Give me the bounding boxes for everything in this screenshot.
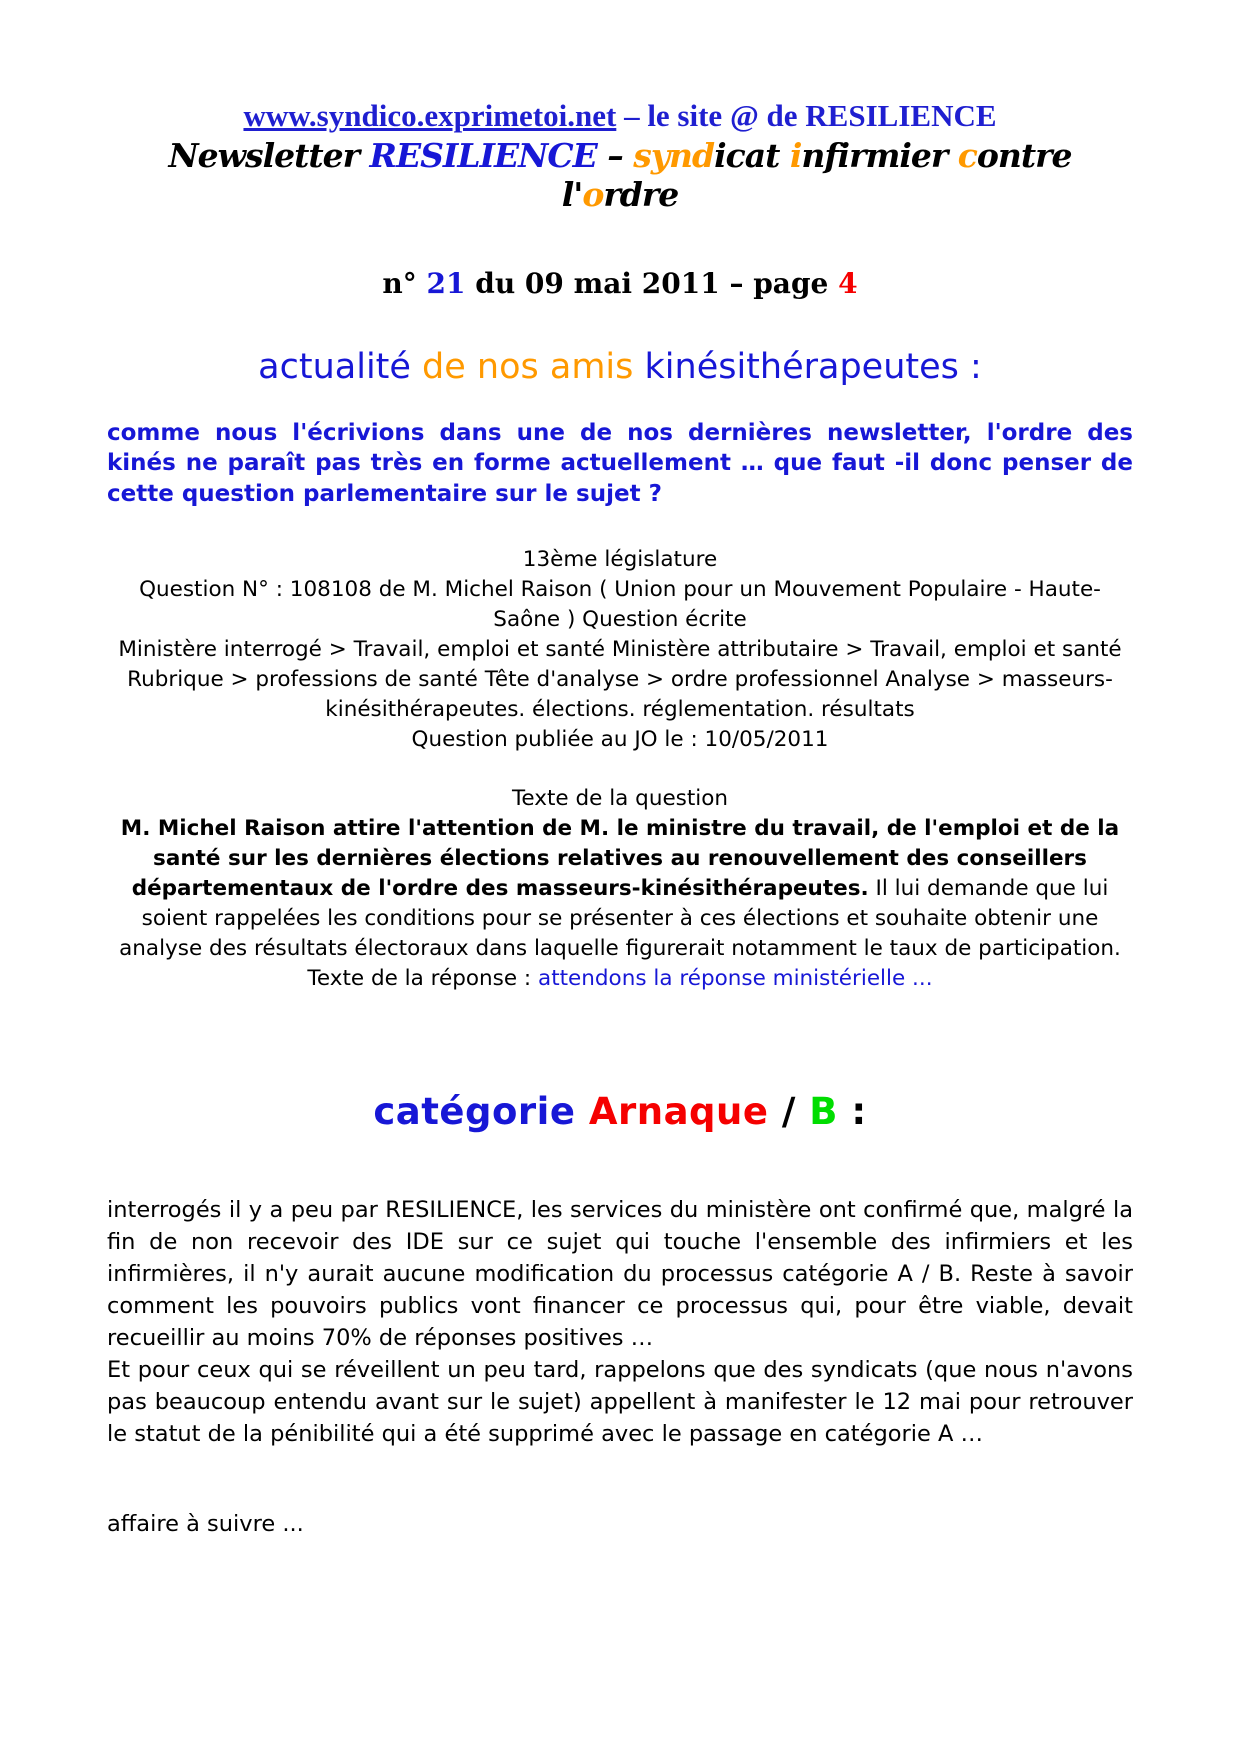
closing-line: affaire à suivre ... — [107, 1510, 304, 1537]
title-seg: synd — [633, 135, 715, 175]
header-site-line — [107, 98, 1133, 134]
site-link-suffix: – le site @ de RESILIENCE — [616, 98, 997, 133]
title-seg: i — [789, 135, 802, 175]
title-seg: c — [957, 135, 977, 175]
title-seg: o — [582, 175, 604, 215]
question-label: Texte de la question — [511, 785, 729, 811]
meta-line-question-number: Question N° : 108108 de M. Michel Raison ( Union pour un Mouvement Populaire - Haute-Saône ) Question écrite — [139, 577, 1101, 633]
title-seg: – — [596, 135, 634, 175]
issue-line — [107, 267, 1133, 300]
site-link[interactable]: www.syndico.exprimetoi.net — [243, 98, 617, 133]
heading-seg-b: B — [809, 1090, 838, 1134]
kine-section-heading — [107, 346, 1133, 388]
meta-line-publication: Question publiée au JO le : 10/05/2011 — [411, 727, 829, 753]
issue-page-number: 4 — [838, 266, 858, 300]
categorie-body — [107, 1195, 1133, 1540]
heading-seg: de nos amis — [422, 346, 645, 387]
heading-seg-arnaque: Arnaque — [588, 1090, 769, 1134]
question-bold-text: M. Michel Raison attire l'attention de M. le ministre du travail, de l'emploi et de la santé sur les dernières élections relatives au renouvellement des conseillers départementaux de l'ordre des masseurs-kinésithérapeutes. — [120, 815, 1120, 901]
heading-seg-categorie: catégorie — [373, 1090, 589, 1134]
heading-seg-colon: : — [837, 1090, 867, 1134]
title-seg: rdre — [603, 175, 679, 215]
newsletter-title — [107, 136, 1133, 215]
title-seg: ontre l' — [561, 135, 1072, 215]
title-seg: nfirmier — [801, 135, 958, 175]
heading-seg: kinésithérapeutes : — [644, 346, 982, 387]
response-label: Texte de la réponse : — [307, 966, 539, 992]
categorie-paragraph-1: interrogés il y a peu par RESILIENCE, les services du ministère ont confirmé que, malgré la fin de non recevoir des IDE sur ce sujet qui touche l'ensemble des infirmiers et les infirmières, il n'y aurait aucune modification du processus catégorie A / B. Reste à savoir comment les pouvoirs publics vont financer ce processus qui, pour être viable, devait recueillir au moins 70% de réponses positives … — [107, 1197, 1133, 1351]
meta-line-rubrique: Rubrique > professions de santé Tête d'analyse > ordre professionnel Analyse > masseurs-kinésithérapeutes. élections. réglementation. résultats — [127, 667, 1113, 723]
question-meta-block — [107, 545, 1133, 756]
heading-seg: actualité — [258, 346, 423, 387]
title-seg-resilience: RESILIENCE — [369, 135, 597, 175]
question-text-block — [107, 784, 1133, 995]
response-line — [107, 964, 1133, 994]
heading-seg-slash: / — [768, 1090, 810, 1134]
question-paragraph — [107, 814, 1133, 964]
response-text: attendons la réponse ministérielle ... — [538, 966, 933, 992]
meta-line-legislature: 13ème législature — [522, 546, 718, 572]
kine-intro-paragraph: comme nous l'écrivions dans une de nos dernières newsletter, l'ordre des kinés ne paraît pas très en forme actuellement … que faut -il donc penser de cette question parlementaire sur le sujet ? — [107, 419, 1133, 507]
categorie-section-heading — [107, 1090, 1133, 1133]
issue-prefix: n° — [382, 266, 427, 300]
question-rest-text: Il lui demande que lui soient rappelées les conditions pour se présenter à ces élections et souhaite obtenir une analyse des résultats électoraux dans laquelle figurerait notamment le taux de participation. — [119, 875, 1121, 962]
title-seg: icat — [714, 135, 790, 175]
title-seg: Newsletter — [168, 135, 370, 175]
categorie-paragraph-2: Et pour ceux qui se réveillent un peu tard, rappelons que des syndicats (que nous n'avons pas beaucoup entendu avant sur le sujet) appellent à manifester le 12 mai pour retrouver le statut de la pénibilité qui a été supprimé avec le passage en catégorie A … — [107, 1356, 1133, 1447]
meta-line-ministere: Ministère interrogé > Travail, emploi et santé Ministère attributaire > Travail, emploi et santé — [118, 637, 1122, 663]
issue-middle: du 09 mai 2011 – page — [465, 266, 839, 300]
issue-number: 21 — [426, 266, 466, 300]
